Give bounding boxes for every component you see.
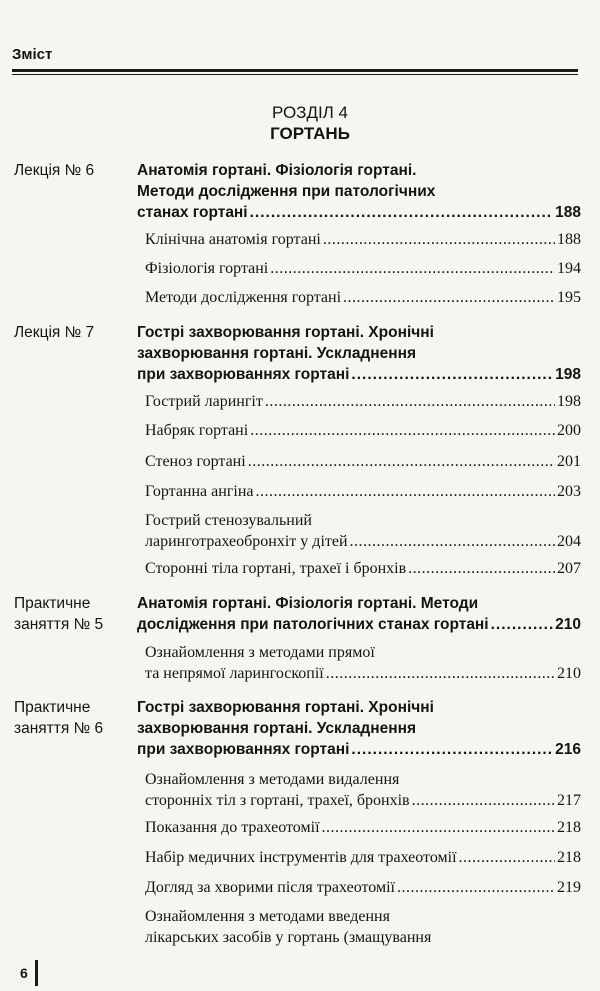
dot-leader	[326, 663, 555, 684]
page-number: 210	[555, 616, 581, 633]
footer-rule	[35, 960, 38, 986]
page-number: 218	[557, 819, 581, 836]
dot-leader	[270, 258, 555, 279]
lecture-7-title-line1: Гострі захворювання гортані. Хронічні	[137, 324, 434, 341]
dot-leader	[491, 614, 554, 635]
section-number: РОЗДІЛ 4	[271, 103, 349, 122]
page-number: 188	[557, 231, 581, 248]
toc-entry[interactable]: Гортанна ангіна ..... 203	[145, 481, 581, 502]
page-folio: 6	[20, 965, 28, 981]
practical-5-label-line1: Практичне	[14, 595, 91, 612]
practical-5-title-line1: Анатомія гортані. Фізіологія гортані. Методи	[137, 595, 479, 612]
lecture-6-title-line1: Анатомія гортані. Фізіологія гортані.	[137, 162, 417, 179]
dot-leader	[397, 877, 555, 898]
practical-6-title-line1: Гострі захворювання гортані. Хронічні	[137, 699, 434, 716]
page-number: 198	[557, 393, 581, 410]
page-number: 201	[557, 453, 581, 470]
practical-6-title-line3[interactable]: при захворюваннях гортані ..... 216	[137, 739, 581, 760]
toc-entry[interactable]: Сторонні тіла гортані, трахеї і бронхів ..... 207	[145, 558, 581, 579]
dot-leader	[412, 790, 555, 811]
lecture-6-title-line3[interactable]: станах гортані ..... 188	[137, 202, 581, 223]
toc-entry[interactable]: Фізіологія гортані ..... 194	[145, 258, 581, 279]
page-number: 194	[557, 260, 581, 277]
page-number: 210	[557, 665, 581, 682]
header-rule-thin	[12, 74, 578, 75]
dot-leader	[343, 287, 555, 308]
toc-entry[interactable]: Показання до трахеотомії ..... 218	[145, 817, 581, 838]
toc-entry[interactable]: Методи дослідження гортані ..... 195	[145, 287, 581, 308]
toc-entry-line2: лікарських засобів у гортань (змащування	[145, 929, 432, 946]
dot-leader	[351, 739, 553, 760]
practical-6-label-line1: Практичне	[14, 699, 91, 716]
toc-entry[interactable]: ларинготрахеобронхіт у дітей ..... 204	[145, 531, 581, 552]
running-header-title: Зміст	[12, 46, 53, 63]
practical-6-title-line2: захворювання гортані. Ускладнення	[137, 720, 417, 737]
lecture-7-title-line2: захворювання гортані. Ускладнення	[137, 345, 417, 362]
lecture-7-label: Лекція № 7	[14, 324, 95, 341]
dot-leader	[322, 817, 555, 838]
header-rule-thick	[12, 69, 578, 72]
toc-entry[interactable]: Стеноз гортані ..... 201	[145, 451, 581, 472]
dot-leader	[248, 451, 555, 472]
toc-entry-line1: Ознайомлення з методами введення	[145, 908, 390, 925]
toc-entry-line1: Ознайомлення з методами прямої	[145, 644, 375, 661]
dot-leader	[323, 229, 555, 250]
page-number: 188	[555, 204, 581, 221]
practical-5-title-line2[interactable]: дослідження при патологічних станах гортані ..... 210	[137, 614, 581, 635]
dot-leader	[250, 420, 555, 441]
practical-5-label-line2: заняття № 5	[14, 616, 104, 633]
dot-leader	[408, 558, 555, 579]
page-number: 219	[557, 879, 581, 896]
page-number: 207	[557, 560, 581, 577]
lecture-6-label: Лекція № 6	[14, 162, 95, 179]
page-number: 200	[557, 422, 581, 439]
toc-entry[interactable]: та непрямої ларингоскопії ..... 210	[145, 663, 581, 684]
dot-leader	[265, 391, 555, 412]
page-number: 198	[555, 366, 581, 383]
page-number: 204	[557, 533, 581, 550]
toc-entry-line1: Гострий стенозувальний	[145, 512, 312, 529]
page-number: 218	[557, 849, 581, 866]
dot-leader	[350, 531, 555, 552]
page-number: 216	[555, 741, 581, 758]
dot-leader	[351, 364, 553, 385]
toc-entry[interactable]: Догляд за хворими після трахеотомії ..... 219	[145, 877, 581, 898]
dot-leader	[459, 847, 555, 868]
page-number: 203	[557, 483, 581, 500]
toc-entry[interactable]: Набряк гортані ..... 200	[145, 420, 581, 441]
page-number: 217	[557, 792, 581, 809]
section-title: ГОРТАНЬ	[270, 124, 350, 143]
lecture-6-title-line2: Методи дослідження при патологічних	[137, 183, 436, 200]
toc-entry[interactable]: Набір медичних інструментів для трахеотомії ..... 218	[145, 847, 581, 868]
dot-leader	[250, 202, 554, 223]
toc-entry[interactable]: Клінічна анатомія гортані ..... 188	[145, 229, 581, 250]
page-number: 195	[557, 289, 581, 306]
dot-leader	[255, 481, 555, 502]
toc-entry[interactable]: Гострий ларингіт ..... 198	[145, 391, 581, 412]
toc-entry[interactable]: сторонніх тіл з гортані, трахеї, бронхів ..... 217	[145, 790, 581, 811]
toc-entry-line1: Ознайомлення з методами видалення	[145, 771, 400, 788]
lecture-7-title-line3[interactable]: при захворюваннях гортані ..... 198	[137, 364, 581, 385]
practical-6-label-line2: заняття № 6	[14, 720, 104, 737]
